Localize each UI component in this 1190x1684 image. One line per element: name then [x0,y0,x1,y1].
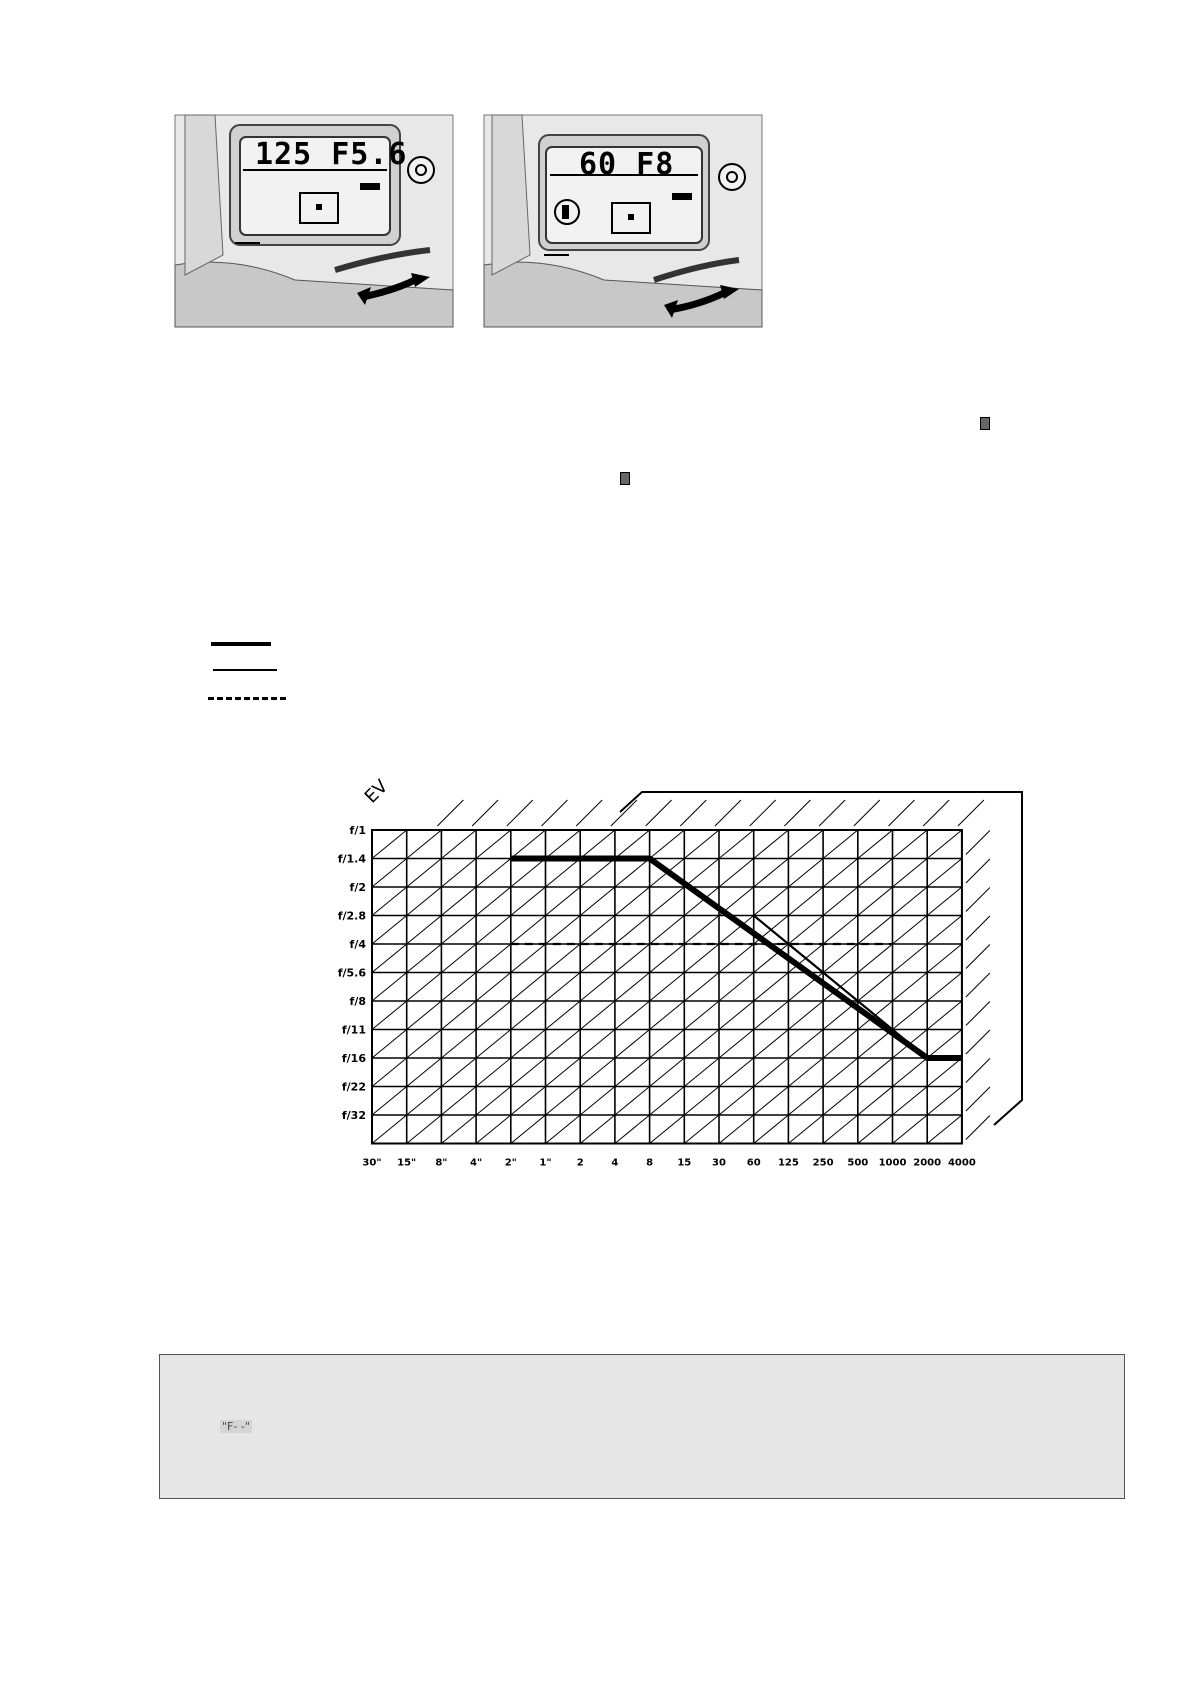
x-tick-label: 8" [435,1157,448,1169]
legend-thick-line [211,642,271,646]
ev-diagonal [927,944,962,973]
note-code-text: "F- -" [222,1420,250,1433]
ev-leader-line [966,1030,990,1054]
x-tick-label: 30 [712,1157,726,1169]
ev-diagonal [893,887,928,916]
ev-leader-line [966,859,990,883]
ev-diagonal [650,944,685,973]
x-tick-label: 500 [847,1157,869,1169]
ev-leader-line [923,800,949,826]
ev-diagonal [684,916,719,945]
legend-thin-line [213,669,277,671]
x-tick-label: 60 [746,1157,761,1169]
ev-diagonal [719,1115,754,1144]
x-tick-label: 2000 [913,1157,942,1169]
ev-diagonal [441,1030,476,1059]
ev-diagonal [441,916,476,945]
ev-diagonal [407,973,442,1002]
y-tick-label: f/5.6 [337,966,366,980]
ev-diagonal [546,887,581,916]
ev-diagonal [511,887,546,916]
ev-diagonal [441,973,476,1002]
ev-diagonal [927,1058,962,1087]
ev-diagonal [927,859,962,888]
ev-diagonal [546,1058,581,1087]
ev-diagonal [684,1058,719,1087]
ev-diagonal [407,1001,442,1030]
ev-diagonal [650,1115,685,1144]
x-tick-label: 4000 [947,1157,976,1169]
ev-diagonal [927,830,962,859]
chart-y-tick-labels [338,824,367,1122]
ev-diagonal [684,973,719,1002]
ev-diagonal [407,830,442,859]
ev-diagonal [893,1115,928,1144]
ev-diagonal [476,887,511,916]
ev-diagonal [441,859,476,888]
ev-diagonal [546,830,581,859]
ev-diagonal [788,859,823,888]
program-chart [310,760,1010,1169]
ev-diagonal [788,1030,823,1059]
ev-diagonal [858,944,893,973]
ev-diagonal [788,1115,823,1144]
ev-diagonal [927,973,962,1002]
x-tick-label: 4" [470,1157,483,1169]
ev-diagonal [893,944,928,973]
ev-diagonal [407,1087,442,1116]
lcd-readout-right: 60 F8 [579,147,675,182]
note-box [159,1354,1125,1499]
ev-diagonal [580,830,615,859]
ev-diagonal [372,830,407,859]
ev-leader-line [819,800,845,826]
ev-diagonal [407,916,442,945]
ev-leader-line [889,800,915,826]
camera-display-illustration-right [484,115,762,327]
ev-axis-label: EV [360,775,393,808]
ev-leader-line [966,831,990,855]
ev-diagonal [893,1058,928,1087]
ev-diagonal [684,1001,719,1030]
ev-diagonal [823,916,858,945]
ev-diagonal [858,1087,893,1116]
ev-diagonal [719,1087,754,1116]
ev-diagonal [511,830,546,859]
y-tick-label: f/4 [349,938,366,951]
y-tick-label: f/8 [349,995,366,1008]
ev-diagonal [754,1030,789,1059]
ev-diagonal [684,944,719,973]
ev-diagonal [580,1087,615,1116]
y-tick-label: f/1.4 [337,852,366,866]
x-tick-label: 1" [539,1157,552,1169]
ev-leader-line [966,1116,990,1140]
ev-diagonal [546,944,581,973]
ev-diagonal [546,1030,581,1059]
ev-leader-line [646,800,672,826]
chart-frame [372,792,1022,1144]
ev-diagonal [858,830,893,859]
ev-leader-line [611,800,637,826]
ev-leader-line [715,800,741,826]
ev-leader-line [507,800,533,826]
x-tick-label: 15 [677,1157,692,1169]
ev-diagonal [511,1058,546,1087]
ev-diagonal [684,830,719,859]
ev-diagonal [927,1087,962,1116]
ev-diagonal [754,1058,789,1087]
ev-diagonal [684,859,719,888]
ev-diagonal [372,944,407,973]
ev-diagonal [511,859,546,888]
ev-diagonal [615,1115,650,1144]
ev-diagonal [476,944,511,973]
ev-diagonal [788,1001,823,1030]
x-tick-label: 125 [777,1157,799,1169]
ev-diagonal [372,1115,407,1144]
ev-leader-line [966,973,990,997]
ev-diagonal [407,1030,442,1059]
ev-diagonal [719,1001,754,1030]
ev-diagonal [476,1030,511,1059]
ev-diagonal [372,1001,407,1030]
x-tick-label: 8 [646,1157,654,1169]
ev-diagonal [580,1115,615,1144]
ev-diagonal [615,944,650,973]
ev-diagonal [476,1058,511,1087]
ev-diagonal [893,1087,928,1116]
ev-diagonal [719,859,754,888]
x-tick-label: 4 [611,1157,619,1169]
ev-diagonal [754,830,789,859]
ev-diagonal [719,830,754,859]
ev-diagonal [858,1115,893,1144]
x-tick-label: 30" [362,1157,382,1169]
ev-diagonal [754,1115,789,1144]
ev-diagonal [580,944,615,973]
ev-diagonal [546,859,581,888]
ev-leader-line [750,800,776,826]
chart-x-tick-labels [362,1158,975,1169]
y-tick-label: f/1 [349,824,366,837]
ev-diagonal [441,887,476,916]
y-tick-label: f/16 [341,1052,366,1065]
ev-diagonal [788,916,823,945]
ev-diagonal [650,887,685,916]
ev-diagonal [823,1058,858,1087]
ev-diagonal [858,973,893,1002]
ev-diagonal [719,1030,754,1059]
ev-diagonal [615,830,650,859]
ev-diagonal [615,916,650,945]
x-tick-label: 1000 [878,1157,907,1169]
ev-diagonal [893,859,928,888]
ev-diagonal [754,859,789,888]
ev-leader-line [966,916,990,940]
ev-diagonal [615,859,650,888]
ev-diagonal [754,887,789,916]
ev-diagonal [511,1087,546,1116]
ev-diagonal [546,1115,581,1144]
ev-diagonal [650,1087,685,1116]
ev-diagonal [788,1058,823,1087]
ev-leader-line [854,800,880,826]
ev-diagonal [615,1030,650,1059]
ev-diagonal [580,1058,615,1087]
ev-diagonal [407,859,442,888]
ev-diagonal [511,916,546,945]
ev-diagonal [823,1030,858,1059]
ev-diagonal [788,1087,823,1116]
ev-diagonal [407,944,442,973]
camera-display-illustration-left [175,115,453,327]
flash-ready-icon [620,472,630,485]
ev-diagonal [823,830,858,859]
ev-diagonal [927,916,962,945]
x-tick-label: 2" [504,1157,517,1169]
ev-diagonal [546,973,581,1002]
ev-diagonal [372,973,407,1002]
ev-diagonal [546,1087,581,1116]
ev-diagonal [684,1030,719,1059]
ev-leader-line [966,1059,990,1083]
ev-diagonal [372,887,407,916]
ev-diagonal [372,1058,407,1087]
ev-diagonal [372,1087,407,1116]
ev-diagonal [927,1115,962,1144]
ev-leader-line [966,888,990,912]
ev-diagonal [823,859,858,888]
ev-diagonal [650,830,685,859]
ev-diagonal [580,887,615,916]
ev-diagonal [441,830,476,859]
ev-diagonal [684,1115,719,1144]
ev-diagonal [476,1115,511,1144]
ev-diagonal [615,887,650,916]
y-tick-label: f/2 [349,881,366,894]
ev-diagonal [754,1001,789,1030]
ev-diagonal [927,1030,962,1059]
y-tick-label: f/22 [341,1080,366,1094]
ev-diagonal [858,887,893,916]
ev-leader-line [784,800,810,826]
ev-leader-line [472,800,498,826]
y-tick-label: f/2.8 [337,909,366,923]
ev-diagonal [893,973,928,1002]
ev-diagonal [719,1058,754,1087]
ev-diagonal [580,973,615,1002]
ev-diagonal [407,887,442,916]
ev-diagonal [476,916,511,945]
ev-diagonal [372,1030,407,1059]
ev-diagonal [719,944,754,973]
ev-diagonal [511,944,546,973]
ev-diagonal [546,916,581,945]
ev-diagonal [511,973,546,1002]
ev-diagonal [858,859,893,888]
ev-diagonal [754,973,789,1002]
ev-leader-line [966,1002,990,1026]
ev-diagonal [476,1087,511,1116]
ev-diagonal [719,973,754,1002]
ev-diagonal [754,1087,789,1116]
ev-diagonal [615,973,650,1002]
ev-diagonal [407,1115,442,1144]
ev-diagonal [580,859,615,888]
ev-diagonal [684,1087,719,1116]
ev-diagonal [823,1115,858,1144]
ev-diagonal [788,887,823,916]
ev-diagonal [441,1001,476,1030]
ev-diagonal [580,916,615,945]
ev-diagonal [788,830,823,859]
ev-diagonal [372,916,407,945]
ev-diagonal [372,859,407,888]
ev-diagonal [476,859,511,888]
ev-diagonal [927,887,962,916]
ev-diagonal [476,830,511,859]
ev-diagonal [476,1001,511,1030]
ev-diagonal [511,1030,546,1059]
x-tick-label: 2 [576,1157,584,1169]
ev-diagonal [546,1001,581,1030]
ev-leader-line [958,800,984,826]
ev-diagonal [858,1058,893,1087]
ev-leader-line [576,800,602,826]
ev-diagonal [823,944,858,973]
ev-diagonal [441,1058,476,1087]
ev-diagonal [650,1058,685,1087]
ev-diagonal [615,1001,650,1030]
lcd-readout-left: 125 F5.6 [255,137,408,172]
ev-diagonal [650,1001,685,1030]
ev-diagonal [858,1030,893,1059]
ev-diagonal [511,1001,546,1030]
ev-diagonal [893,1001,928,1030]
ev-diagonal [823,887,858,916]
ev-leader-line [680,800,706,826]
ev-diagonal [615,1058,650,1087]
ev-diagonal [893,916,928,945]
flash-ready-icon [980,417,990,430]
ev-diagonal [580,1001,615,1030]
ev-diagonal [511,1115,546,1144]
ev-diagonal [441,1115,476,1144]
ev-diagonal [615,1087,650,1116]
ev-diagonal [580,1030,615,1059]
ev-leader-line [966,1087,990,1111]
ev-diagonal [441,1087,476,1116]
ev-diagonal [650,916,685,945]
ev-diagonal [650,1030,685,1059]
ev-leader-line [542,800,568,826]
ev-diagonal [407,1058,442,1087]
ev-diagonal [476,973,511,1002]
ev-diagonal [823,1087,858,1116]
y-tick-label: f/32 [341,1109,366,1122]
ev-diagonal [893,830,928,859]
legend-dashed-line [208,697,286,700]
ev-leader-line [966,945,990,969]
ev-diagonal [441,944,476,973]
ev-diagonal [650,973,685,1002]
ev-diagonal [927,1001,962,1030]
ev-leader-line [437,800,463,826]
x-tick-label: 250 [812,1157,834,1169]
x-tick-label: 15" [397,1157,417,1169]
y-tick-label: f/11 [341,1023,366,1037]
ev-diagonal [858,916,893,945]
